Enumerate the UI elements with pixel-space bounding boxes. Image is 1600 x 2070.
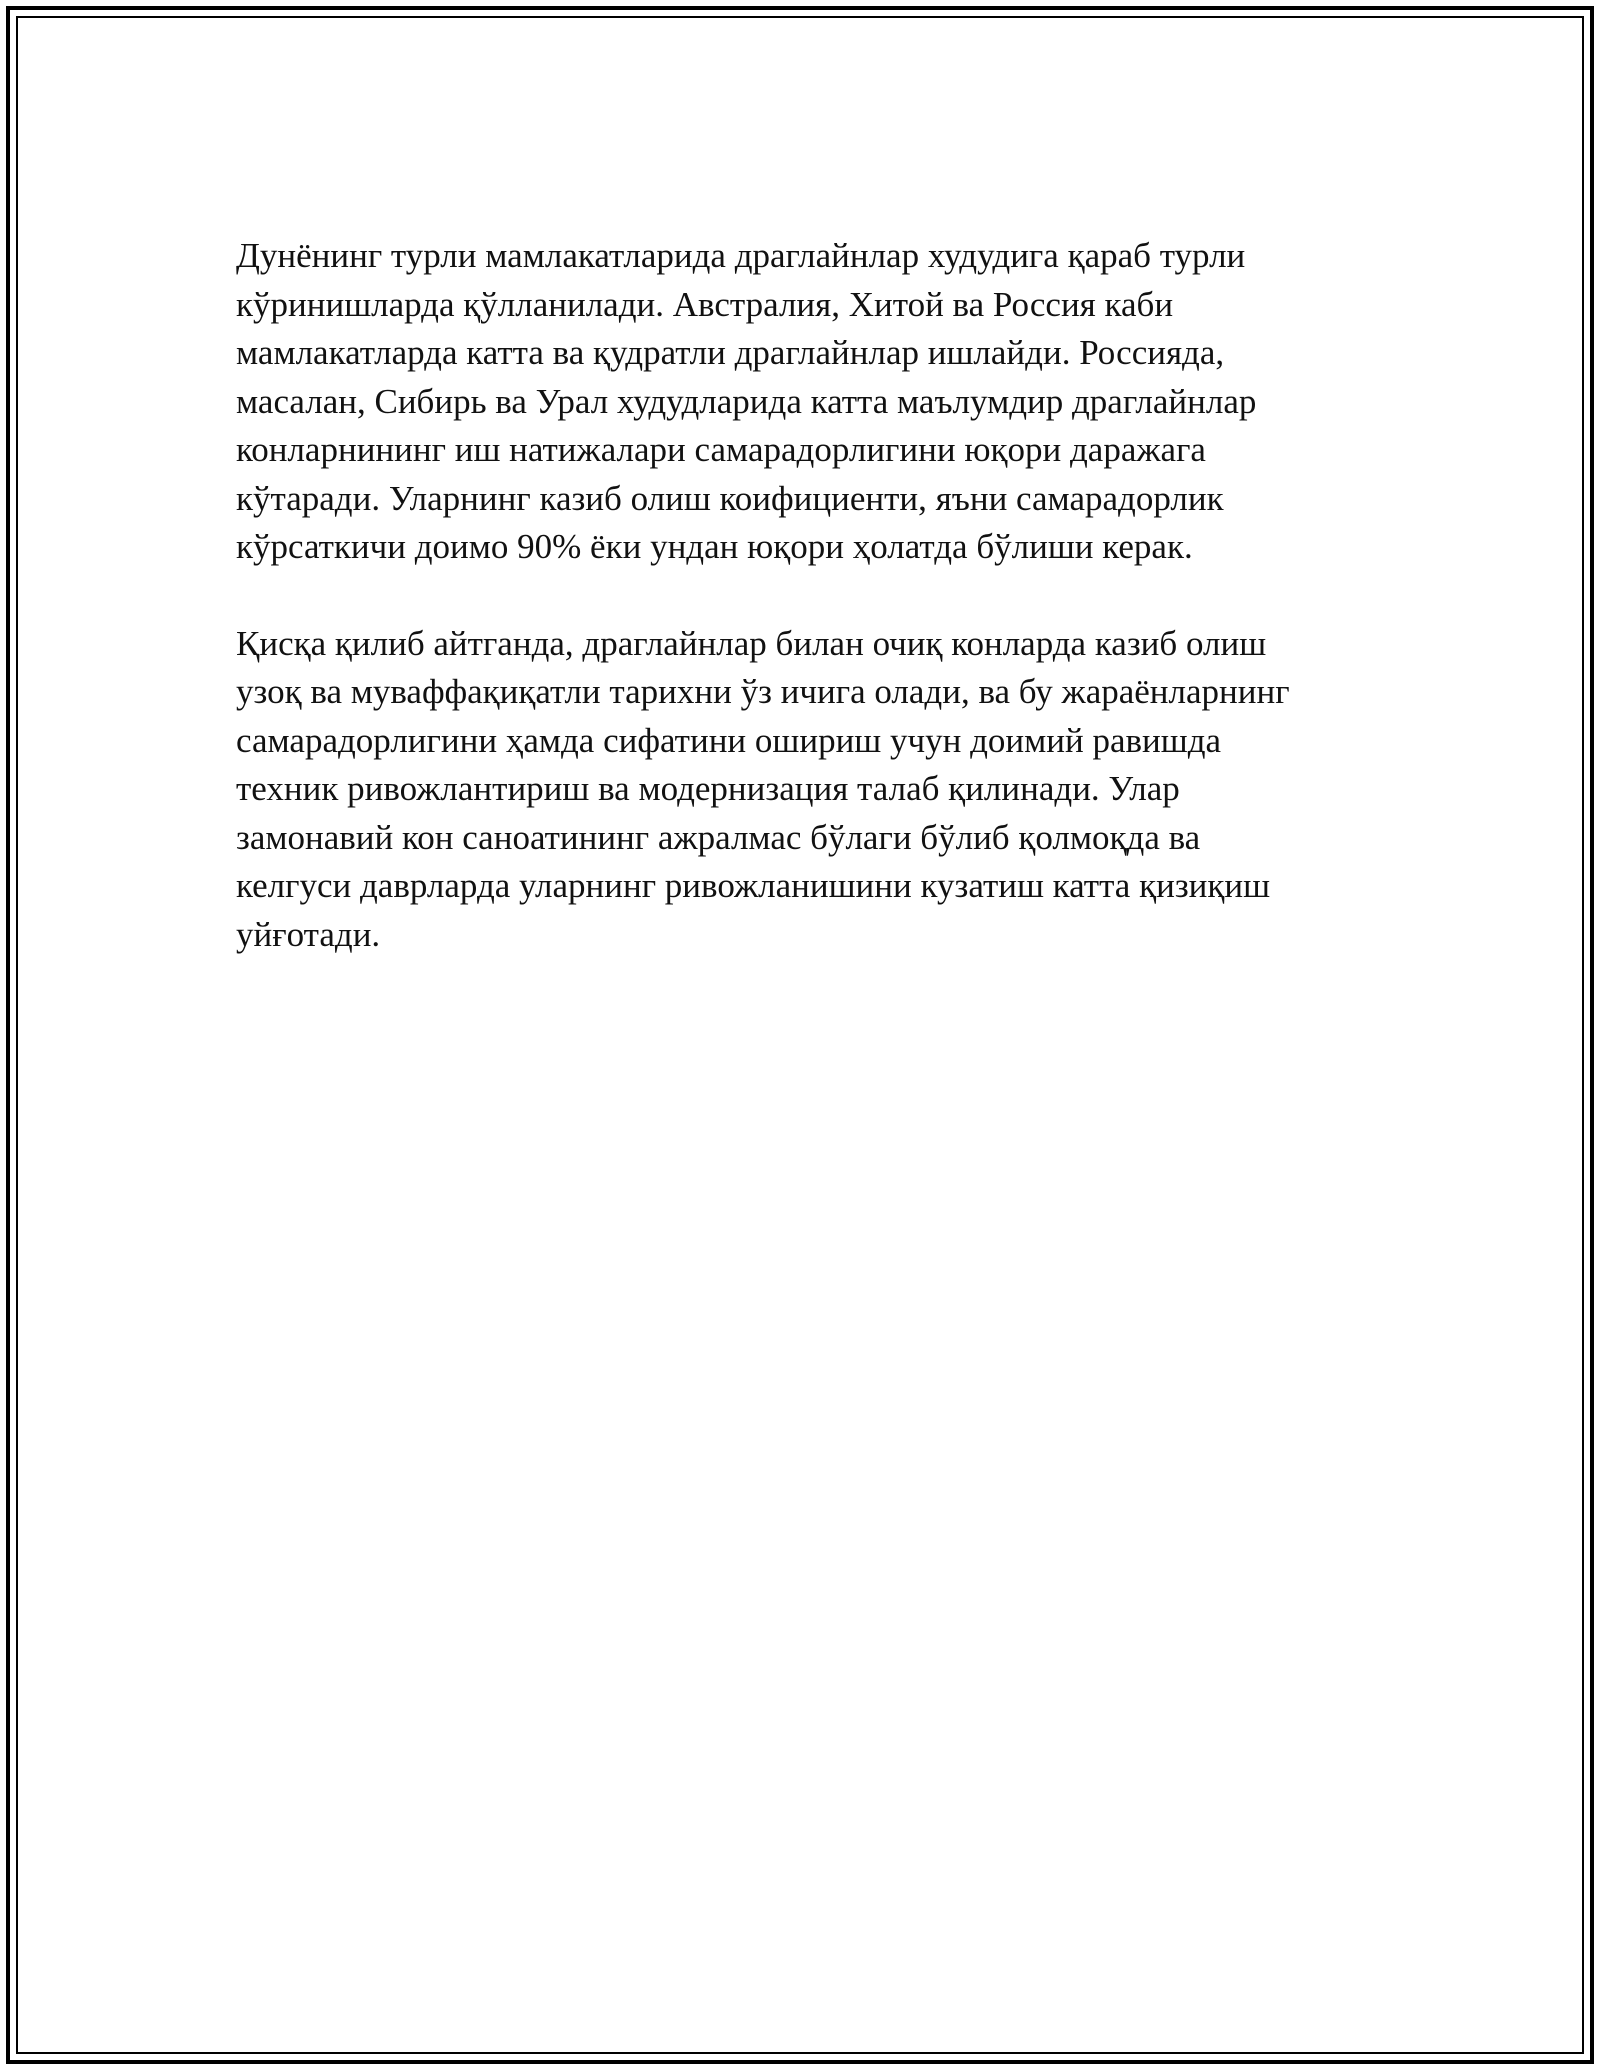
paragraph-2 <box>236 620 1376 960</box>
paragraph-line: самарадорлигини ҳамда сифатини ошириш учун доимий равишда <box>236 720 1222 760</box>
paragraph-line: кўрсаткичи доимо 90% ёки ундан юқори ҳолатда бўлиши керак. <box>236 527 1193 566</box>
paragraph-line: келгуси даврларда уларнинг ривожланишини кузатиш катта қизиқиш <box>236 866 1271 905</box>
paragraph-1 <box>236 232 1376 572</box>
paragraph-line: кўтаради. Уларнинг казиб олиш коифициенти, яъни самарадорлик <box>236 478 1224 518</box>
paragraph-line: узоқ ва муваффақиқатли тарихни ўз ичига олади, ва бу жараёнларнинг <box>236 672 1290 711</box>
paragraph-line: замонавий кон саноатининг ажралмас бўлаги бўлиб қолмоқда ва <box>236 817 1201 857</box>
paragraph-line: Қисқа қилиб айтганда, драглайнлар билан очиқ конларда казиб олиш <box>236 623 1267 663</box>
paragraph-line: мамлакатларда катта ва қудратли драглайнлар ишлайди. Россияда, <box>236 333 1225 372</box>
document-body <box>236 232 1376 1007</box>
paragraph-line: уйғотади. <box>236 914 381 954</box>
paragraph-line: Дунёнинг турли мамлакатларида драглайнлар худудига қараб турли <box>236 236 1246 275</box>
paragraph-line: кўринишларда қўлланилади. Австралия, Хитой ва Россия каби <box>236 284 1174 324</box>
paragraph-line: масалан, Сибирь ва Урал худудларида катта маълумдир драглайнлар <box>236 381 1257 421</box>
paragraph-line: конларнининг иш натижалари самарадорлигини юқори даражага <box>236 430 1206 469</box>
paragraph-line: техник ривожлантириш ва модернизация талаб қилинади. Улар <box>236 769 1180 808</box>
